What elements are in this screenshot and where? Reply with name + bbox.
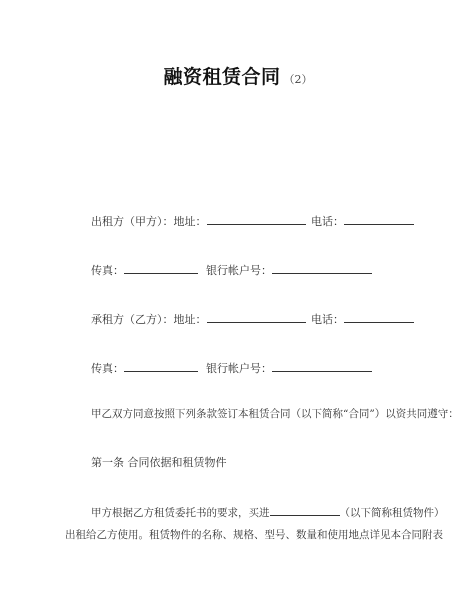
article1-line2: 出租给乙方使用。租赁物件的名称、规格、型号、数量和使用地点详见本合同附表 [65, 529, 443, 541]
lessee-bank-row [206, 360, 372, 376]
lessor-phone-row [311, 213, 414, 229]
lessee-fax-blank [124, 360, 198, 372]
lessee-address-label: 承租方（乙方）：地址： [91, 313, 207, 326]
lessor-phone-label: 电话： [311, 215, 344, 228]
document-title [0, 62, 476, 89]
lessor-address-label: 出租方（甲方）：地址： [91, 215, 207, 228]
article1-heading: 第一条 合同依据和租赁物件 [91, 456, 227, 469]
article1-line1 [91, 504, 445, 520]
lessee-address-blank [207, 311, 306, 323]
lessor-fax-label: 传真： [91, 264, 124, 277]
article1-text-a: 甲方根据乙方租赁委托书的要求，买进 [91, 507, 270, 519]
lessor-phone-blank [344, 213, 414, 225]
lessee-bank-blank [272, 360, 372, 372]
title-suffix: （2） [283, 73, 313, 86]
lessee-phone-row [311, 311, 414, 327]
article1-item-blank [270, 504, 340, 516]
lessee-phone-label: 电话： [311, 313, 344, 326]
lessor-fax-row [91, 262, 198, 278]
lessor-address-blank [207, 213, 306, 225]
lessee-fax-row [91, 360, 198, 376]
lessor-bank-blank [272, 262, 372, 274]
lessee-bank-label: 银行帐户号： [206, 362, 272, 375]
lessee-phone-blank [344, 311, 414, 323]
lessor-fax-blank [124, 262, 198, 274]
intro-paragraph: 甲乙双方同意按照下列条款签订本租赁合同（以下简称“合同”）以资共同遵守： [91, 408, 459, 420]
article1-text-b: （以下简称租赁物件） [339, 507, 445, 519]
lessor-bank-label: 银行帐户号： [206, 264, 272, 277]
title-main: 融资租赁合同 [163, 66, 281, 88]
lessor-bank-row [206, 262, 372, 278]
lessee-fax-label: 传真： [91, 362, 124, 375]
lessor-address-row [91, 213, 306, 229]
lessee-address-row [91, 311, 306, 327]
